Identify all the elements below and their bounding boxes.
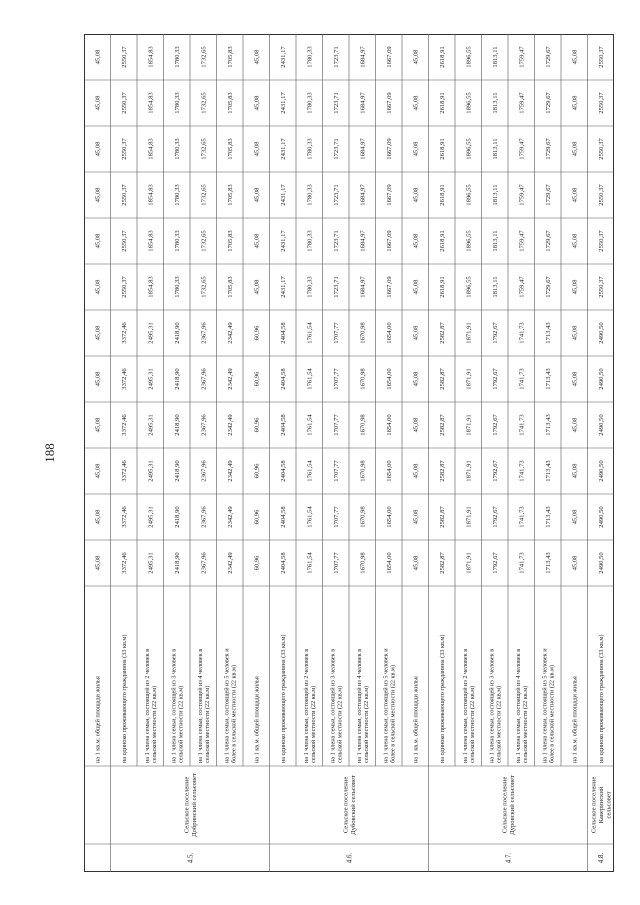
value-cell: 2490,50 bbox=[598, 414, 606, 436]
value-cell: 1713,43 bbox=[545, 414, 553, 436]
value-cell: 60,96 bbox=[253, 555, 261, 571]
value-cell: 45,08 bbox=[253, 141, 261, 157]
value-cell: 2582,87 bbox=[439, 368, 447, 390]
value-cell: 1896,55 bbox=[465, 92, 473, 114]
value-cell: 1723,71 bbox=[333, 276, 341, 298]
value-cell: 45,08 bbox=[412, 233, 420, 249]
value-cell: 2431,17 bbox=[280, 92, 288, 114]
value-cell: 1729,67 bbox=[545, 184, 553, 206]
value-cell: 2367,96 bbox=[200, 552, 208, 574]
value-cell: 1792,67 bbox=[492, 506, 500, 528]
value-cell: 2550,37 bbox=[121, 230, 129, 252]
value-cell: 45,08 bbox=[94, 417, 102, 433]
value-cell: 2418,90 bbox=[174, 322, 182, 344]
group-number: 4.6. bbox=[345, 852, 354, 864]
value-cell: 45,08 bbox=[412, 95, 420, 111]
value-cell: 1654,00 bbox=[386, 414, 394, 436]
row-label: на 1 члена семьи, состоящей из 4 человек всельской местности (22 кв.м) bbox=[355, 648, 370, 763]
value-cell: 2342,49 bbox=[227, 414, 235, 436]
value-cell: 2490,50 bbox=[598, 552, 606, 574]
value-cell: 1871,91 bbox=[465, 414, 473, 436]
row-label: на 1 члена семьи, состоящей из 5 человек иболее в сельской местности (22 кв.м) bbox=[223, 648, 238, 763]
row-label: на 1 члена семьи, состоящей из 2 человек всельской местности (22 кв.м) bbox=[143, 648, 158, 763]
value-cell: 2431,17 bbox=[280, 138, 288, 160]
value-cell: 45,08 bbox=[94, 49, 102, 65]
row-label: на 1 кв.м. общей площади жилья bbox=[253, 676, 261, 763]
value-cell: 2550,37 bbox=[598, 230, 606, 252]
row-label: на 1 члена семьи, состоящей из 4 человек всельской местности (22 кв.м) bbox=[196, 648, 211, 763]
value-cell: 2404,58 bbox=[280, 506, 288, 528]
value-cell: 1729,67 bbox=[545, 230, 553, 252]
value-cell: 1759,47 bbox=[518, 230, 526, 252]
value-cell: 1684,97 bbox=[359, 46, 367, 68]
value-cell: 2418,90 bbox=[174, 414, 182, 436]
group-number: 4.7. bbox=[504, 852, 513, 864]
value-cell: 1780,33 bbox=[174, 138, 182, 160]
value-cell: 1813,11 bbox=[492, 230, 500, 252]
value-cell: 45,08 bbox=[412, 187, 420, 203]
value-cell: 2618,91 bbox=[439, 46, 447, 68]
value-cell: 1732,65 bbox=[200, 46, 208, 68]
value-cell: 2418,90 bbox=[174, 552, 182, 574]
value-cell: 1723,71 bbox=[333, 138, 341, 160]
value-cell: 1670,98 bbox=[359, 414, 367, 436]
value-cell: 1871,91 bbox=[465, 552, 473, 574]
value-cell: 45,08 bbox=[412, 417, 420, 433]
value-cell: 2550,37 bbox=[598, 46, 606, 68]
value-cell: 1667,09 bbox=[386, 138, 394, 160]
row-label: на 1 члена семьи, состоящей из 3 человек всельской местности (22 кв.м) bbox=[170, 648, 185, 763]
value-cell: 1761,54 bbox=[306, 506, 314, 528]
row-label: на одиноко проживающего гражданина (33 кв.м) bbox=[597, 634, 605, 763]
value-cell: 2404,58 bbox=[280, 552, 288, 574]
value-cell: 45,08 bbox=[571, 49, 579, 65]
value-cell: 45,08 bbox=[412, 509, 420, 525]
value-cell: 1780,33 bbox=[174, 276, 182, 298]
value-cell: 2550,37 bbox=[598, 138, 606, 160]
value-cell: 2550,37 bbox=[121, 138, 129, 160]
value-cell: 45,08 bbox=[94, 233, 102, 249]
value-cell: 2495,31 bbox=[147, 506, 155, 528]
value-cell: 1732,65 bbox=[200, 276, 208, 298]
value-cell: 3372,46 bbox=[121, 368, 129, 390]
value-cell: 45,08 bbox=[571, 325, 579, 341]
value-cell: 2367,96 bbox=[200, 460, 208, 482]
value-cell: 2490,50 bbox=[598, 460, 606, 482]
value-cell: 1705,83 bbox=[227, 184, 235, 206]
value-cell: 2495,31 bbox=[147, 414, 155, 436]
value-cell: 45,08 bbox=[412, 49, 420, 65]
rotated-table bbox=[84, 34, 614, 872]
value-cell: 1792,67 bbox=[492, 414, 500, 436]
value-cell: 2431,17 bbox=[280, 230, 288, 252]
value-cell: 1723,71 bbox=[333, 184, 341, 206]
value-cell: 2618,91 bbox=[439, 138, 447, 160]
value-cell: 1684,97 bbox=[359, 276, 367, 298]
value-cell: 1707,77 bbox=[333, 322, 341, 344]
value-cell: 1871,91 bbox=[465, 322, 473, 344]
value-cell: 1723,71 bbox=[333, 46, 341, 68]
value-cell: 2418,90 bbox=[174, 506, 182, 528]
value-cell: 1780,33 bbox=[306, 276, 314, 298]
value-cell: 1723,71 bbox=[333, 230, 341, 252]
value-cell: 1732,65 bbox=[200, 92, 208, 114]
value-cell: 2550,37 bbox=[121, 46, 129, 68]
value-cell: 2490,50 bbox=[598, 322, 606, 344]
value-cell: 45,08 bbox=[94, 187, 102, 203]
value-cell: 2367,96 bbox=[200, 322, 208, 344]
value-cell: 2618,91 bbox=[439, 184, 447, 206]
value-cell: 45,08 bbox=[94, 95, 102, 111]
value-cell: 2404,58 bbox=[280, 414, 288, 436]
row-label: на 1 члена семьи, состоящей из 3 человек всельской местности (22 кв.м) bbox=[488, 648, 503, 763]
value-cell: 1813,11 bbox=[492, 184, 500, 206]
value-cell: 1854,83 bbox=[147, 138, 155, 160]
value-cell: 1759,47 bbox=[518, 46, 526, 68]
value-cell: 2582,87 bbox=[439, 322, 447, 344]
row-label: на 1 члена семьи, состоящей из 3 человек всельской местности (22 кв.м) bbox=[329, 648, 344, 763]
value-cell: 1670,98 bbox=[359, 368, 367, 390]
value-cell: 1854,83 bbox=[147, 92, 155, 114]
value-cell: 1761,54 bbox=[306, 460, 314, 482]
value-cell: 1654,00 bbox=[386, 460, 394, 482]
value-cell: 1871,91 bbox=[465, 460, 473, 482]
value-cell: 1667,09 bbox=[386, 92, 394, 114]
value-cell: 45,08 bbox=[571, 463, 579, 479]
value-cell: 1741,73 bbox=[518, 414, 526, 436]
value-cell: 2495,31 bbox=[147, 552, 155, 574]
value-cell: 2582,87 bbox=[439, 506, 447, 528]
value-cell: 1741,73 bbox=[518, 322, 526, 344]
value-cell: 1813,11 bbox=[492, 276, 500, 298]
value-cell: 2582,87 bbox=[439, 414, 447, 436]
value-cell: 1713,43 bbox=[545, 368, 553, 390]
value-cell: 1705,83 bbox=[227, 92, 235, 114]
value-cell: 1780,33 bbox=[174, 230, 182, 252]
value-cell: 2618,91 bbox=[439, 92, 447, 114]
value-cell: 1654,00 bbox=[386, 552, 394, 574]
settlement-name: Сельское поселениеДубовский сельсовет bbox=[342, 775, 358, 835]
value-cell: 1871,91 bbox=[465, 506, 473, 528]
row-label: на 1 кв.м. общей площади жилья bbox=[412, 676, 420, 763]
value-cell: 3372,46 bbox=[121, 552, 129, 574]
value-cell: 1670,98 bbox=[359, 322, 367, 344]
settlement-name: Сельское поселениеКаверинскийсельсовет bbox=[590, 776, 613, 834]
row-label: на одиноко проживающего гражданина (33 кв.м) bbox=[438, 634, 446, 763]
value-cell: 1792,67 bbox=[492, 460, 500, 482]
row-label: на одиноко проживающего гражданина (33 кв.м) bbox=[120, 634, 128, 763]
value-cell: 1792,67 bbox=[492, 368, 500, 390]
value-cell: 45,08 bbox=[571, 95, 579, 111]
value-cell: 1896,55 bbox=[465, 276, 473, 298]
row-label: на одиноко проживающего гражданина (33 кв.м) bbox=[279, 634, 287, 763]
value-cell: 45,08 bbox=[94, 463, 102, 479]
value-cell: 1732,65 bbox=[200, 138, 208, 160]
row-label: на 1 члена семьи, состоящей из 2 человек всельской местности (22 кв.м) bbox=[461, 648, 476, 763]
value-cell: 1684,97 bbox=[359, 92, 367, 114]
value-cell: 1759,47 bbox=[518, 184, 526, 206]
value-cell: 2342,49 bbox=[227, 506, 235, 528]
row-label: на 1 кв.м. общей площади жилья bbox=[571, 676, 579, 763]
value-cell: 45,08 bbox=[94, 325, 102, 341]
value-cell: 1732,65 bbox=[200, 184, 208, 206]
value-cell: 1780,33 bbox=[306, 230, 314, 252]
value-cell: 1896,55 bbox=[465, 138, 473, 160]
value-cell: 1854,83 bbox=[147, 184, 155, 206]
value-cell: 1732,65 bbox=[200, 230, 208, 252]
value-cell: 2431,17 bbox=[280, 46, 288, 68]
value-cell: 45,08 bbox=[571, 233, 579, 249]
value-cell: 1854,83 bbox=[147, 230, 155, 252]
value-cell: 2418,90 bbox=[174, 368, 182, 390]
value-cell: 1684,97 bbox=[359, 184, 367, 206]
value-cell: 45,08 bbox=[412, 463, 420, 479]
value-cell: 1854,83 bbox=[147, 46, 155, 68]
value-cell: 1713,43 bbox=[545, 506, 553, 528]
value-cell: 1759,47 bbox=[518, 138, 526, 160]
row-label: на 1 члена семьи, состоящей из 4 человек всельской местности (22 кв.м) bbox=[514, 648, 529, 763]
value-cell: 1813,11 bbox=[492, 46, 500, 68]
value-cell: 45,08 bbox=[412, 555, 420, 571]
page-number: 188 bbox=[41, 443, 57, 463]
value-cell: 1896,55 bbox=[465, 46, 473, 68]
value-cell: 2495,31 bbox=[147, 368, 155, 390]
value-cell: 1813,11 bbox=[492, 92, 500, 114]
value-cell: 45,08 bbox=[571, 371, 579, 387]
value-cell: 2550,37 bbox=[121, 276, 129, 298]
value-cell: 2404,58 bbox=[280, 368, 288, 390]
row-label: на 1 члена семьи, состоящей из 2 человек всельской местности (22 кв.м) bbox=[302, 648, 317, 763]
value-cell: 1741,73 bbox=[518, 368, 526, 390]
value-cell: 45,08 bbox=[253, 49, 261, 65]
value-cell: 1713,43 bbox=[545, 552, 553, 574]
value-cell: 1780,33 bbox=[306, 92, 314, 114]
value-cell: 2550,37 bbox=[598, 276, 606, 298]
value-cell: 1729,67 bbox=[545, 92, 553, 114]
value-cell: 2495,31 bbox=[147, 460, 155, 482]
row-label: на 1 члена семьи, состоящей из 5 человек иболее в сельской местности (22 кв.м) bbox=[541, 648, 556, 763]
value-cell: 1780,33 bbox=[306, 46, 314, 68]
value-cell: 1684,97 bbox=[359, 230, 367, 252]
row-label: на 1 кв.м. общей площади жилья bbox=[94, 676, 102, 763]
value-cell: 1705,83 bbox=[227, 46, 235, 68]
value-cell: 45,08 bbox=[253, 233, 261, 249]
value-cell: 1759,47 bbox=[518, 276, 526, 298]
value-cell: 1707,77 bbox=[333, 414, 341, 436]
value-cell: 2618,91 bbox=[439, 276, 447, 298]
value-cell: 45,08 bbox=[412, 371, 420, 387]
value-cell: 2550,37 bbox=[121, 92, 129, 114]
value-cell: 45,08 bbox=[253, 187, 261, 203]
value-cell: 1871,91 bbox=[465, 368, 473, 390]
value-cell: 1705,83 bbox=[227, 230, 235, 252]
value-cell: 1684,97 bbox=[359, 138, 367, 160]
value-cell: 3372,46 bbox=[121, 460, 129, 482]
value-cell: 45,08 bbox=[571, 509, 579, 525]
value-cell: 1713,43 bbox=[545, 460, 553, 482]
value-cell: 1729,67 bbox=[545, 138, 553, 160]
value-cell: 1713,43 bbox=[545, 322, 553, 344]
value-cell: 2582,87 bbox=[439, 460, 447, 482]
value-cell: 1654,00 bbox=[386, 368, 394, 390]
value-cell: 1780,33 bbox=[174, 92, 182, 114]
value-cell: 1741,73 bbox=[518, 460, 526, 482]
value-cell: 45,08 bbox=[94, 279, 102, 295]
value-cell: 1761,54 bbox=[306, 414, 314, 436]
value-cell: 45,08 bbox=[253, 95, 261, 111]
value-cell: 2367,96 bbox=[200, 368, 208, 390]
value-cell: 1792,67 bbox=[492, 552, 500, 574]
value-cell: 45,08 bbox=[94, 509, 102, 525]
value-cell: 2490,50 bbox=[598, 506, 606, 528]
value-cell: 60,96 bbox=[253, 371, 261, 387]
value-cell: 1670,98 bbox=[359, 552, 367, 574]
value-cell: 45,08 bbox=[571, 187, 579, 203]
value-cell: 45,08 bbox=[571, 417, 579, 433]
value-cell: 1792,67 bbox=[492, 322, 500, 344]
value-cell: 45,08 bbox=[571, 555, 579, 571]
value-cell: 2418,90 bbox=[174, 460, 182, 482]
value-cell: 1813,11 bbox=[492, 138, 500, 160]
rates-table bbox=[84, 34, 614, 872]
value-cell: 1670,98 bbox=[359, 506, 367, 528]
value-cell: 2431,17 bbox=[280, 276, 288, 298]
value-cell: 3372,46 bbox=[121, 322, 129, 344]
value-cell: 1705,83 bbox=[227, 276, 235, 298]
value-cell: 2495,31 bbox=[147, 322, 155, 344]
value-cell: 1761,54 bbox=[306, 552, 314, 574]
value-cell: 2550,37 bbox=[598, 184, 606, 206]
value-cell: 2367,96 bbox=[200, 414, 208, 436]
value-cell: 1780,33 bbox=[306, 138, 314, 160]
value-cell: 60,96 bbox=[253, 463, 261, 479]
value-cell: 60,96 bbox=[253, 509, 261, 525]
value-cell: 2618,91 bbox=[439, 230, 447, 252]
value-cell: 1654,00 bbox=[386, 322, 394, 344]
value-cell: 1707,77 bbox=[333, 460, 341, 482]
value-cell: 2342,49 bbox=[227, 552, 235, 574]
value-cell: 1896,55 bbox=[465, 184, 473, 206]
row-label: на 1 члена семьи, состоящей из 5 человек иболее в сельской местности (22 кв.м) bbox=[382, 648, 397, 763]
value-cell: 2490,50 bbox=[598, 368, 606, 390]
value-cell: 1707,77 bbox=[333, 506, 341, 528]
value-cell: 60,96 bbox=[253, 325, 261, 341]
value-cell: 45,08 bbox=[412, 325, 420, 341]
value-cell: 1707,77 bbox=[333, 552, 341, 574]
value-cell: 1729,67 bbox=[545, 46, 553, 68]
value-cell: 1761,54 bbox=[306, 368, 314, 390]
value-cell: 1667,09 bbox=[386, 184, 394, 206]
value-cell: 45,08 bbox=[94, 141, 102, 157]
value-cell: 2367,96 bbox=[200, 506, 208, 528]
value-cell: 2431,17 bbox=[280, 184, 288, 206]
value-cell: 2404,58 bbox=[280, 460, 288, 482]
value-cell: 1741,73 bbox=[518, 506, 526, 528]
value-cell: 45,08 bbox=[412, 141, 420, 157]
value-cell: 2342,49 bbox=[227, 368, 235, 390]
settlement-name: Сельское поселениеДобринский сельсовет bbox=[183, 773, 199, 837]
value-cell: 1705,83 bbox=[227, 138, 235, 160]
value-cell: 2342,49 bbox=[227, 322, 235, 344]
value-cell: 3372,46 bbox=[121, 414, 129, 436]
settlement-name: Сельское поселениеДуровский сельсовет bbox=[501, 775, 517, 835]
group-number: 4.8. bbox=[597, 852, 606, 864]
value-cell: 45,08 bbox=[571, 279, 579, 295]
value-cell: 45,08 bbox=[94, 555, 102, 571]
value-cell: 1854,83 bbox=[147, 276, 155, 298]
value-cell: 1667,09 bbox=[386, 276, 394, 298]
value-cell: 1780,33 bbox=[174, 46, 182, 68]
value-cell: 1896,55 bbox=[465, 230, 473, 252]
value-cell: 1707,77 bbox=[333, 368, 341, 390]
value-cell: 2550,37 bbox=[121, 184, 129, 206]
value-cell: 1780,33 bbox=[174, 184, 182, 206]
value-cell: 45,08 bbox=[253, 279, 261, 295]
value-cell: 45,08 bbox=[94, 371, 102, 387]
value-cell: 2550,37 bbox=[598, 92, 606, 114]
value-cell: 2582,87 bbox=[439, 552, 447, 574]
value-cell: 2404,58 bbox=[280, 322, 288, 344]
value-cell: 1670,98 bbox=[359, 460, 367, 482]
value-cell: 1761,54 bbox=[306, 322, 314, 344]
value-cell: 1667,09 bbox=[386, 46, 394, 68]
value-cell: 3372,46 bbox=[121, 506, 129, 528]
value-cell: 1723,71 bbox=[333, 92, 341, 114]
value-cell: 1654,00 bbox=[386, 506, 394, 528]
group-number: 4.5. bbox=[186, 852, 195, 864]
value-cell: 1741,73 bbox=[518, 552, 526, 574]
value-cell: 1780,33 bbox=[306, 184, 314, 206]
value-cell: 45,08 bbox=[571, 141, 579, 157]
value-cell: 60,96 bbox=[253, 417, 261, 433]
value-cell: 2342,49 bbox=[227, 460, 235, 482]
value-cell: 1729,67 bbox=[545, 276, 553, 298]
value-cell: 45,08 bbox=[412, 279, 420, 295]
value-cell: 1667,09 bbox=[386, 230, 394, 252]
value-cell: 1759,47 bbox=[518, 92, 526, 114]
